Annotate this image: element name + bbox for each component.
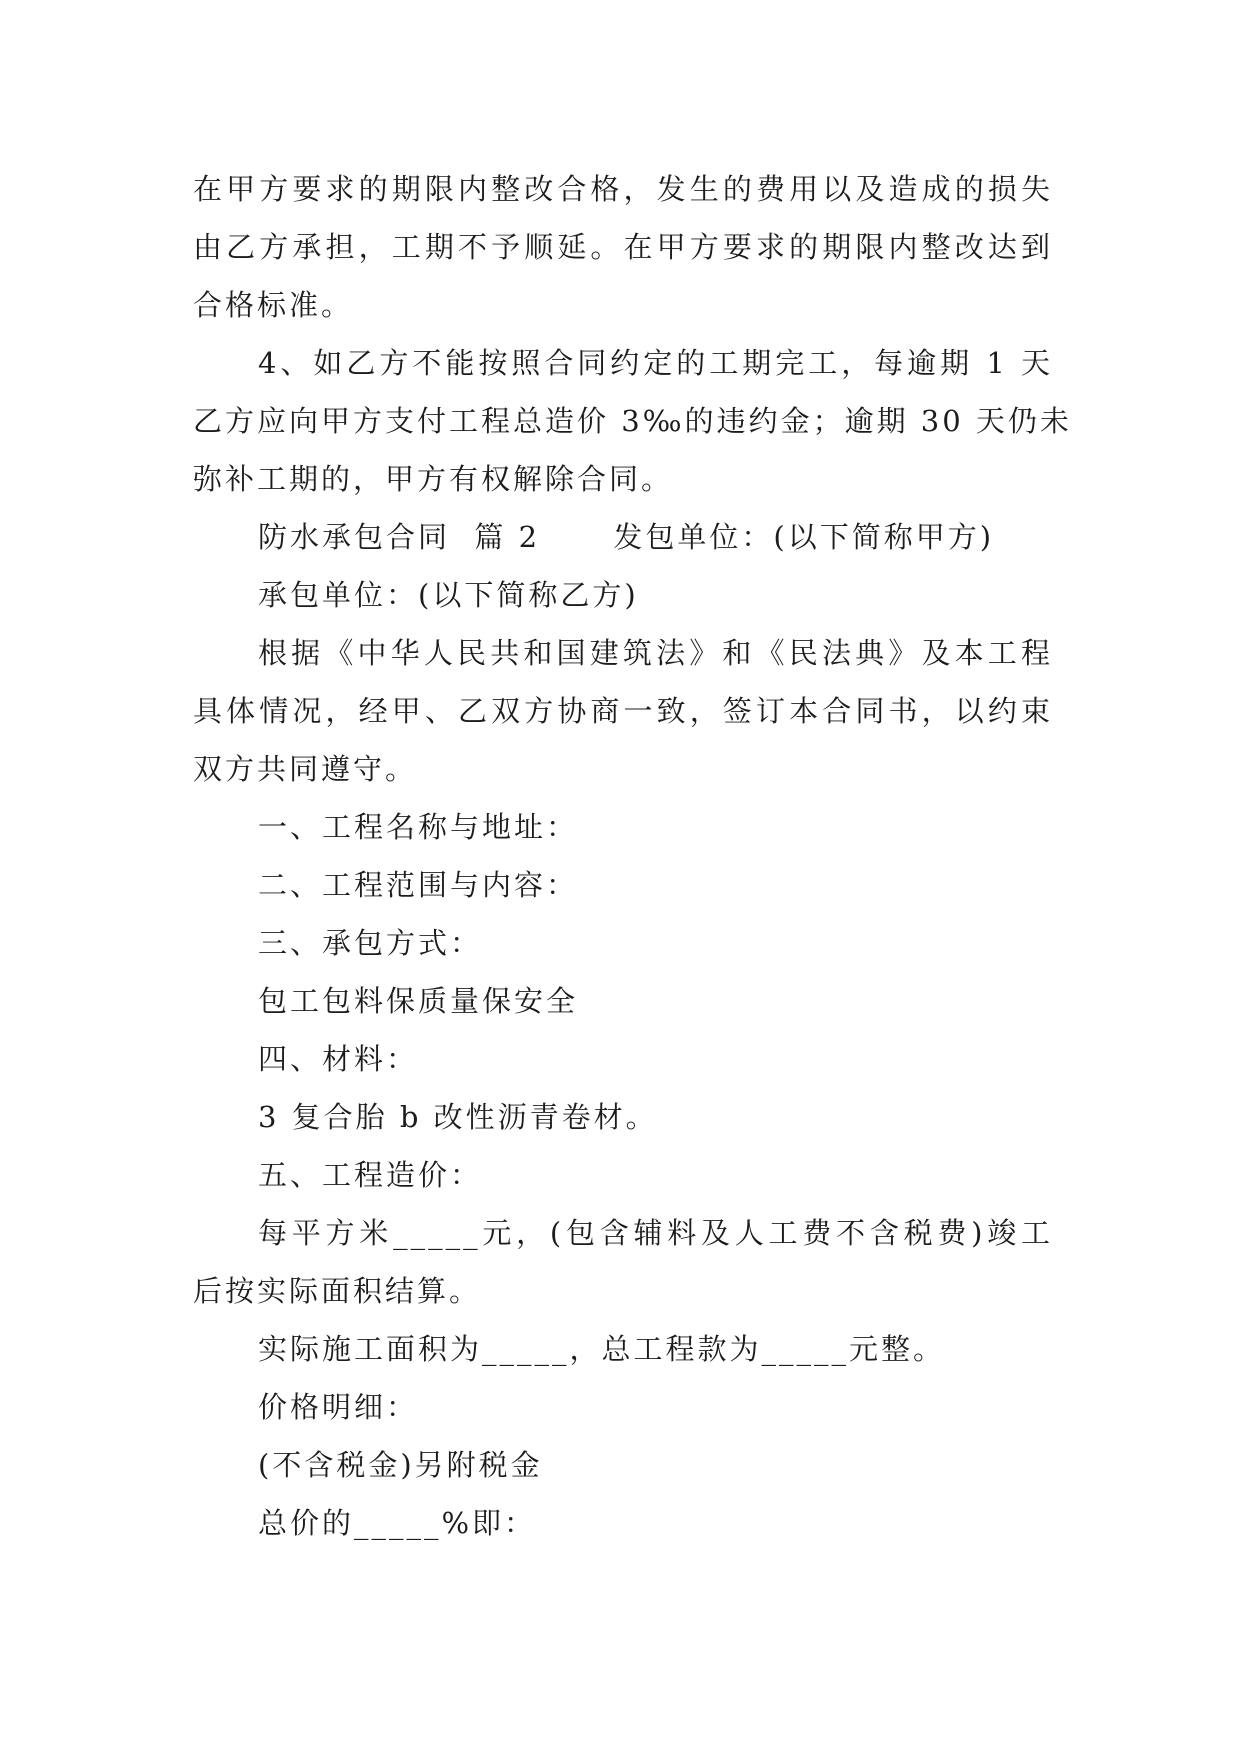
clause-heading: 二、工程范围与内容： <box>258 868 579 902</box>
text-line: 总价的_____%即： <box>258 1506 537 1540</box>
text-line: 由乙方承担，工期不予顺延。在甲方要求的期限内整改达到 <box>193 230 1053 264</box>
section-heading: 防水承包合同 篇 2 发包单位：(以下简称甲方) <box>258 520 995 554</box>
text-line: 后按实际面积结算。 <box>193 1274 482 1308</box>
text-line: 弥补工期的，甲方有权解除合同。 <box>193 462 674 496</box>
text-line: 根据《中华人民共和国建筑法》和《民法典》及本工程 <box>258 636 1053 670</box>
text-line: 4、如乙方不能按照合同约定的工期完工，每逾期 1 天 <box>258 346 1053 380</box>
text-line: 3 复合胎 b 改性沥青卷材。 <box>258 1100 658 1134</box>
document-body <box>193 160 1072 1552</box>
text-line: 价格明细： <box>258 1390 419 1424</box>
text-line: 乙方应向甲方支付工程总造价 3‰的违约金；逾期 30 天仍未 <box>193 404 1072 438</box>
clause-heading: 四、材料： <box>258 1042 419 1076</box>
text-line: 包工包料保质量保安全 <box>258 984 579 1018</box>
text-line: (不含税金)另附税金 <box>258 1448 543 1482</box>
clause-heading: 三、承包方式： <box>258 926 483 960</box>
text-line: 每平方米_____元，(包含辅料及人工费不含税费)竣工 <box>258 1216 1053 1250</box>
text-line: 双方共同遵守。 <box>193 752 418 786</box>
clause-heading: 五、工程造价： <box>258 1158 483 1192</box>
text-line: 实际施工面积为_____，总工程款为_____元整。 <box>258 1332 946 1366</box>
clause-heading: 一、工程名称与地址： <box>258 810 579 844</box>
text-line: 合格标准。 <box>193 288 354 322</box>
text-line: 具体情况，经甲、乙双方协商一致，签订本合同书，以约束 <box>193 694 1053 728</box>
text-line: 在甲方要求的期限内整改合格，发生的费用以及造成的损失 <box>193 172 1053 206</box>
text-line: 承包单位：(以下简称乙方) <box>258 578 639 612</box>
